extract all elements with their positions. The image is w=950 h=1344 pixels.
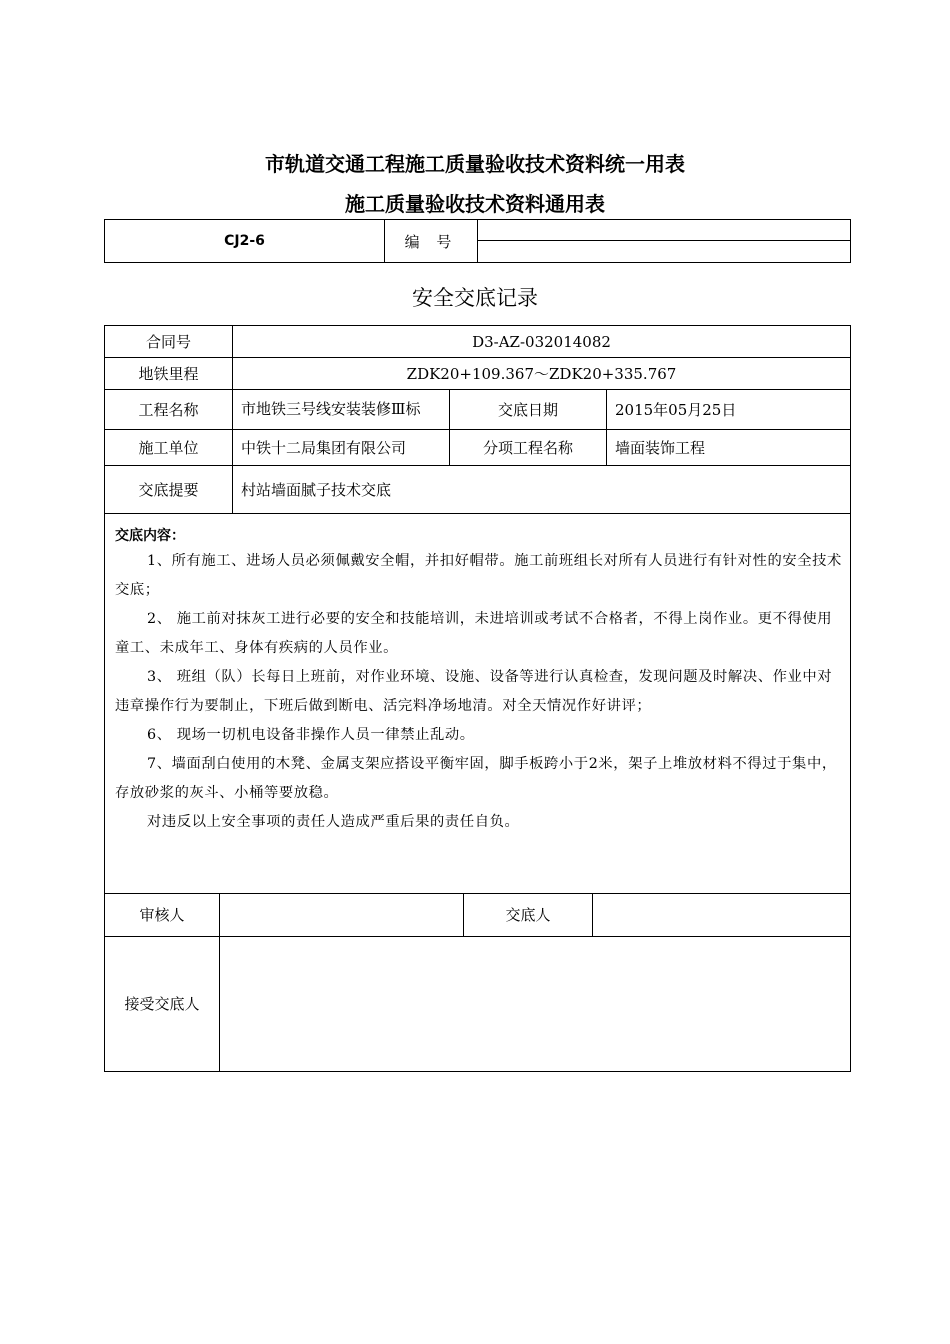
date-value: 2015年05月25日 (607, 390, 851, 430)
number-field[interactable] (478, 220, 851, 263)
receiver-label: 接受交底人 (105, 936, 220, 1071)
form-code: CJ2-6 (105, 220, 385, 263)
contract-value: D3-AZ-032014082 (233, 326, 851, 358)
mileage-label: 地铁里程 (105, 358, 233, 390)
contract-label: 合同号 (105, 326, 233, 358)
code-table (104, 219, 851, 263)
number-field-top (478, 220, 850, 241)
unit-label: 施工单位 (105, 430, 233, 466)
reviewer-value[interactable] (220, 893, 464, 936)
review-row (105, 893, 851, 936)
receiver-row (105, 936, 851, 1071)
project-value: 市地铁三号线安装装修Ⅲ标 (233, 390, 450, 430)
summary-row (105, 466, 851, 514)
date-label: 交底日期 (450, 390, 607, 430)
signature-table (104, 893, 851, 1072)
discloser-value[interactable] (593, 893, 851, 936)
receiver-value[interactable] (220, 936, 851, 1071)
subproject-value: 墙面装饰工程 (607, 430, 851, 466)
reviewer-label: 审核人 (105, 893, 220, 936)
content-paragraph-2: 2、 施工前对抹灰工进行必要的安全和技能培训，未进培训或考试不合格者，不得上岗作业。更不得使用童工、未成年工、身体有疾病的人员作业。 (115, 611, 833, 656)
content-paragraph-1: 1、所有施工、进场人员必须佩戴安全帽，并扣好帽带。施工前班组长对所有人员进行有针对性的安全技术交底； (115, 553, 842, 598)
number-field-bottom (478, 241, 850, 262)
content-paragraph-6: 对违反以上安全事项的责任人造成严重后果的责任自负。 (147, 814, 520, 830)
content-paragraph-5: 7、墙面刮白使用的木凳、金属支架应搭设平衡牢固，脚手板跨小于2米，架子上堆放材料不得过于集中，存放砂浆的灰斗、小桶等要放稳。 (115, 756, 837, 801)
number-label: 编 号 (385, 220, 478, 263)
project-label: 工程名称 (105, 390, 233, 430)
subproject-label: 分项工程名称 (450, 430, 607, 466)
summary-value: 村站墙面腻子技术交底 (233, 466, 851, 514)
unit-row (105, 430, 851, 466)
content-heading: 交底内容： (115, 528, 185, 544)
discloser-label: 交底人 (464, 893, 593, 936)
record-title: 安全交底记录 (412, 286, 538, 310)
disclosure-content-box (104, 513, 851, 894)
project-row (105, 390, 851, 430)
info-table (104, 325, 851, 514)
content-paragraph-3: 3、 班组（队）长每日上班前，对作业环境、设施、设备等进行认真检查，发现问题及时解决、作业中对违章操作行为要制止，下班后做到断电、活完料净场地清。对全天情况作好讲评； (115, 669, 833, 714)
form-type-title: 施工质量验收技术资料通用表 (345, 192, 605, 216)
unit-value: 中铁十二局集团有限公司 (233, 430, 450, 466)
form-series-title: 市轨道交通工程施工质量验收技术资料统一用表 (265, 152, 685, 176)
mileage-value: ZDK20+109.367～ZDK20+335.767 (233, 358, 851, 390)
content-paragraph-4: 6、 现场一切机电设备非操作人员一律禁止乱动。 (147, 727, 475, 743)
summary-label: 交底提要 (105, 466, 233, 514)
mileage-row (105, 358, 851, 390)
contract-row (105, 326, 851, 358)
